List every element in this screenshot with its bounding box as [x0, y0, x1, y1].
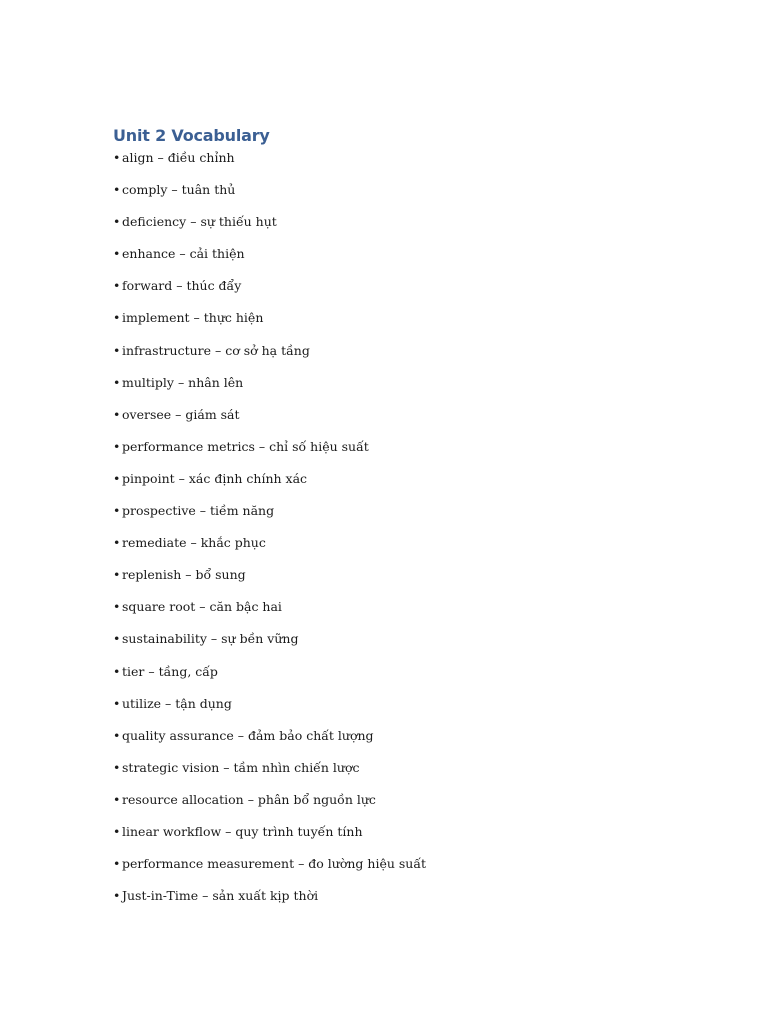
vocabulary-item: [113, 212, 733, 244]
vocabulary-item: [113, 148, 733, 180]
vocabulary-item: [113, 308, 733, 340]
document-title: Unit 2 Vocabulary: [113, 126, 270, 145]
vocabulary-item: [113, 533, 733, 565]
bullet-icon: •: [113, 214, 121, 230]
vocabulary-list: [113, 148, 733, 918]
vocabulary-item: [113, 886, 733, 918]
bullet-icon: •: [113, 150, 121, 165]
vocabulary-item: [113, 501, 733, 533]
vocabulary-text: oversee – giám sát: [122, 406, 240, 422]
bullet-icon: •: [113, 278, 121, 294]
vocabulary-item: [113, 276, 733, 308]
bullet-icon: •: [113, 438, 121, 454]
bullet-icon: •: [113, 695, 121, 711]
vocabulary-text: square root – căn bậc hai: [122, 599, 282, 615]
bullet-icon: •: [113, 310, 121, 326]
vocabulary-text: utilize – tận dụng: [122, 695, 232, 711]
vocabulary-text: remediate – khắc phục: [122, 535, 266, 551]
vocabulary-text: sustainability – sự bền vững: [122, 631, 299, 647]
bullet-icon: •: [113, 503, 121, 519]
vocabulary-item: [113, 597, 733, 629]
bullet-icon: •: [113, 856, 121, 872]
vocabulary-item: [113, 854, 733, 886]
vocabulary-text: tier – tầng, cấp: [122, 663, 218, 679]
bullet-icon: •: [113, 663, 121, 679]
bullet-icon: •: [113, 374, 121, 390]
document-page: [113, 124, 733, 918]
vocabulary-text: pinpoint – xác định chính xác: [122, 470, 308, 486]
vocabulary-text: performance metrics – chỉ số hiệu suất: [122, 438, 369, 454]
vocabulary-text: comply – tuân thủ: [122, 182, 236, 198]
vocabulary-item: [113, 244, 733, 276]
vocabulary-text: prospective – tiềm năng: [122, 503, 275, 519]
bullet-icon: •: [113, 759, 121, 775]
bullet-icon: •: [113, 567, 121, 583]
vocabulary-item: [113, 437, 733, 469]
vocabulary-item: [113, 180, 733, 212]
bullet-icon: •: [113, 631, 121, 647]
vocabulary-text: resource allocation – phân bổ nguồn lực: [122, 791, 376, 807]
bullet-icon: •: [113, 246, 121, 262]
vocabulary-text: align – điều chỉnh: [122, 150, 235, 165]
vocabulary-text: Just-in-Time – sản xuất kịp thời: [122, 888, 319, 904]
vocabulary-item: [113, 341, 733, 373]
bullet-icon: •: [113, 342, 121, 358]
vocabulary-text: implement – thực hiện: [122, 310, 264, 326]
vocabulary-item: [113, 726, 733, 758]
vocabulary-text: enhance – cải thiện: [122, 246, 245, 262]
vocabulary-item: [113, 373, 733, 405]
bullet-icon: •: [113, 182, 121, 198]
vocabulary-item: [113, 565, 733, 597]
vocabulary-text: deficiency – sự thiếu hụt: [122, 214, 277, 230]
bullet-icon: •: [113, 823, 121, 839]
vocabulary-text: linear workflow – quy trình tuyến tính: [122, 823, 363, 839]
vocabulary-text: performance measurement – đo lường hiệu suất: [122, 856, 427, 872]
vocabulary-item: [113, 694, 733, 726]
bullet-icon: •: [113, 599, 121, 615]
vocabulary-text: forward – thúc đẩy: [122, 278, 242, 294]
bullet-icon: •: [113, 535, 121, 551]
vocabulary-item: [113, 405, 733, 437]
vocabulary-item: [113, 790, 733, 822]
vocabulary-item: [113, 662, 733, 694]
bullet-icon: •: [113, 406, 121, 422]
vocabulary-item: [113, 629, 733, 661]
vocabulary-text: infrastructure – cơ sở hạ tầng: [122, 342, 310, 358]
bullet-icon: •: [113, 888, 121, 904]
vocabulary-text: quality assurance – đảm bảo chất lượng: [122, 727, 374, 743]
vocabulary-text: strategic vision – tầm nhìn chiến lược: [122, 759, 360, 775]
bullet-icon: •: [113, 791, 121, 807]
vocabulary-text: multiply – nhân lên: [122, 374, 244, 390]
bullet-icon: •: [113, 727, 121, 743]
bullet-icon: •: [113, 470, 121, 486]
vocabulary-item: [113, 758, 733, 790]
vocabulary-text: replenish – bổ sung: [122, 567, 246, 583]
vocabulary-item: [113, 469, 733, 501]
vocabulary-item: [113, 822, 733, 854]
